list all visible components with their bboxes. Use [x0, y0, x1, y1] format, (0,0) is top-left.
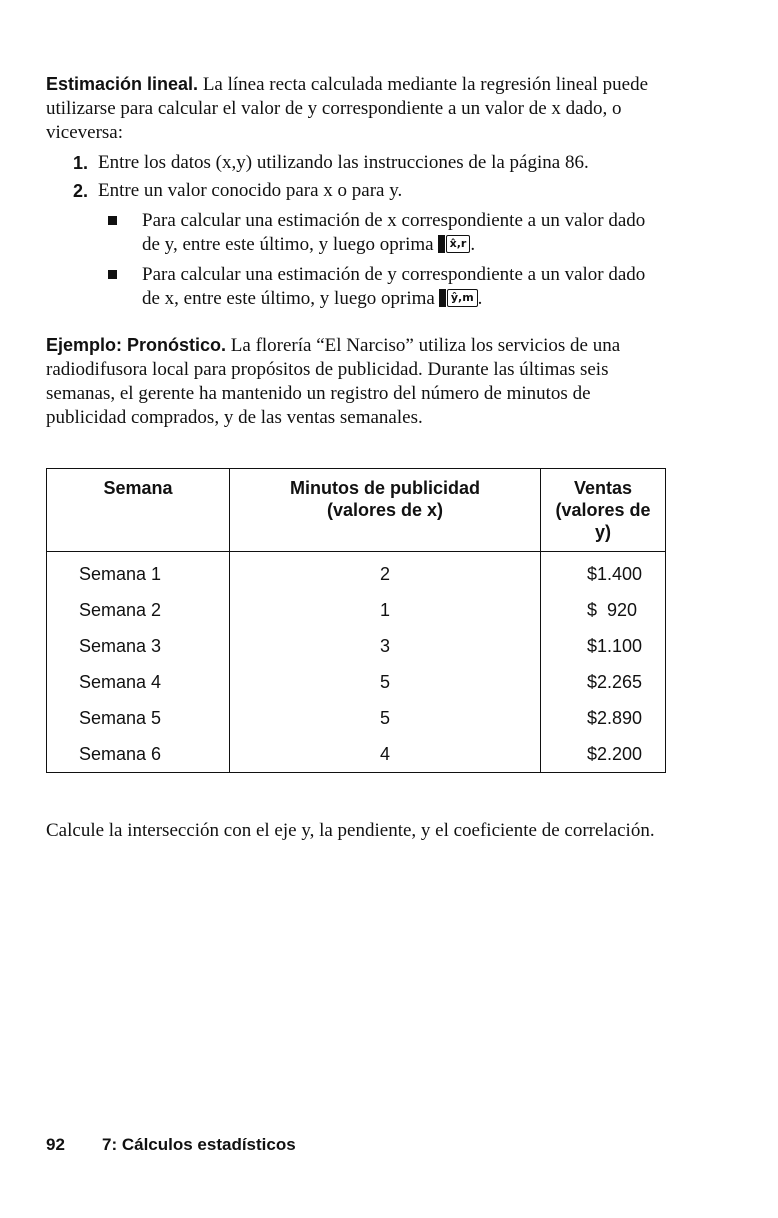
table-row	[47, 552, 666, 593]
bullet-icon	[108, 209, 142, 257]
calculator-key	[439, 289, 478, 307]
table-row	[47, 664, 666, 700]
table-row	[47, 736, 666, 773]
step-number: 2.	[72, 181, 88, 201]
cell-week: Semana 2	[47, 592, 230, 628]
cell-minutes: 5	[230, 664, 541, 700]
calculator-key	[438, 235, 471, 253]
bullet-text-content: Para calcular una estimación de x correspondiente a un valor dado de y, entre este último, y luego oprima	[142, 210, 646, 255]
cell-week: Semana 5	[47, 700, 230, 736]
cell-sales: $2.200	[541, 736, 666, 773]
table-row	[47, 700, 666, 736]
bullet-item	[46, 263, 658, 311]
cell-week: Semana 6	[47, 736, 230, 773]
step-item	[46, 151, 658, 175]
cell-minutes: 3	[230, 628, 541, 664]
data-table	[46, 468, 666, 773]
cell-minutes: 5	[230, 700, 541, 736]
shift-key-icon	[439, 289, 446, 307]
step-text: Entre un valor conocido para x o para y.	[98, 180, 403, 201]
bullet-item	[46, 209, 658, 257]
bullet-text: Para calcular una estimación de y correspondiente a un valor dado de x, entre este último, y luego oprima ŷ,m .	[142, 264, 646, 309]
bullet-text: Para calcular una estimación de x correspondiente a un valor dado de y, entre este último, y luego oprima x̂,r .	[142, 210, 646, 255]
cell-sales: $1.100	[541, 628, 666, 664]
cell-minutes: 1	[230, 592, 541, 628]
cell-week: Semana 4	[47, 664, 230, 700]
header-minutos: Minutos de publicidad (valores de x)	[230, 469, 541, 552]
table-row	[47, 628, 666, 664]
cell-sales: $2.265	[541, 664, 666, 700]
paragraph-ejemplo	[46, 333, 658, 430]
step-text: Entre los datos (x,y) utilizando las instrucciones de la página 86.	[98, 152, 589, 173]
paragraph-text: La línea recta calculada mediante la regresión lineal puede utilizarse para calcular el valor de y correspondiente a un valor de x dado, o viceversa:	[46, 74, 649, 143]
key-label: ŷ,m	[447, 289, 478, 307]
paragraph-text: La florería “El Narciso” utiliza los servicios de una radiodifusora local para propósitos de publicidad. Durante las últimas seis semanas, el gerente ha mantenido un registro del número de minutos de publicidad comprados, y de las ventas semanales.	[46, 335, 621, 428]
section-heading: Estimación lineal.	[46, 74, 199, 94]
cell-sales: $2.890	[541, 700, 666, 736]
header-ventas: Ventas (valores de y)	[541, 469, 666, 552]
cell-minutes: 4	[230, 736, 541, 773]
shift-key-icon	[438, 235, 445, 253]
chapter-title: 7: Cálculos estadísticos	[102, 1135, 296, 1154]
example-heading: Ejemplo: Pronóstico.	[46, 335, 227, 355]
page-content	[46, 72, 658, 843]
cell-sales: $1.400	[541, 552, 666, 593]
bullet-text-content: Para calcular una estimación de y correspondiente a un valor dado de x, entre este último, y luego oprima	[142, 264, 646, 309]
table-row	[47, 592, 666, 628]
paragraph-estimacion	[46, 72, 658, 145]
table-header-row	[47, 469, 666, 552]
step-number: 1.	[72, 153, 88, 173]
page-number: 92	[46, 1135, 65, 1154]
header-semana: Semana	[47, 469, 230, 552]
cell-sales: $ 920	[541, 592, 666, 628]
page-footer	[46, 1135, 296, 1155]
cell-week: Semana 3	[47, 628, 230, 664]
cell-minutes: 2	[230, 552, 541, 593]
key-label: x̂,r	[446, 235, 471, 253]
paragraph-closing: Calcule la intersección con el eje y, la pendiente, y el coeficiente de correlación.	[46, 820, 655, 841]
bullet-icon	[108, 263, 142, 311]
step-item	[46, 179, 658, 203]
cell-week: Semana 1	[47, 552, 230, 593]
